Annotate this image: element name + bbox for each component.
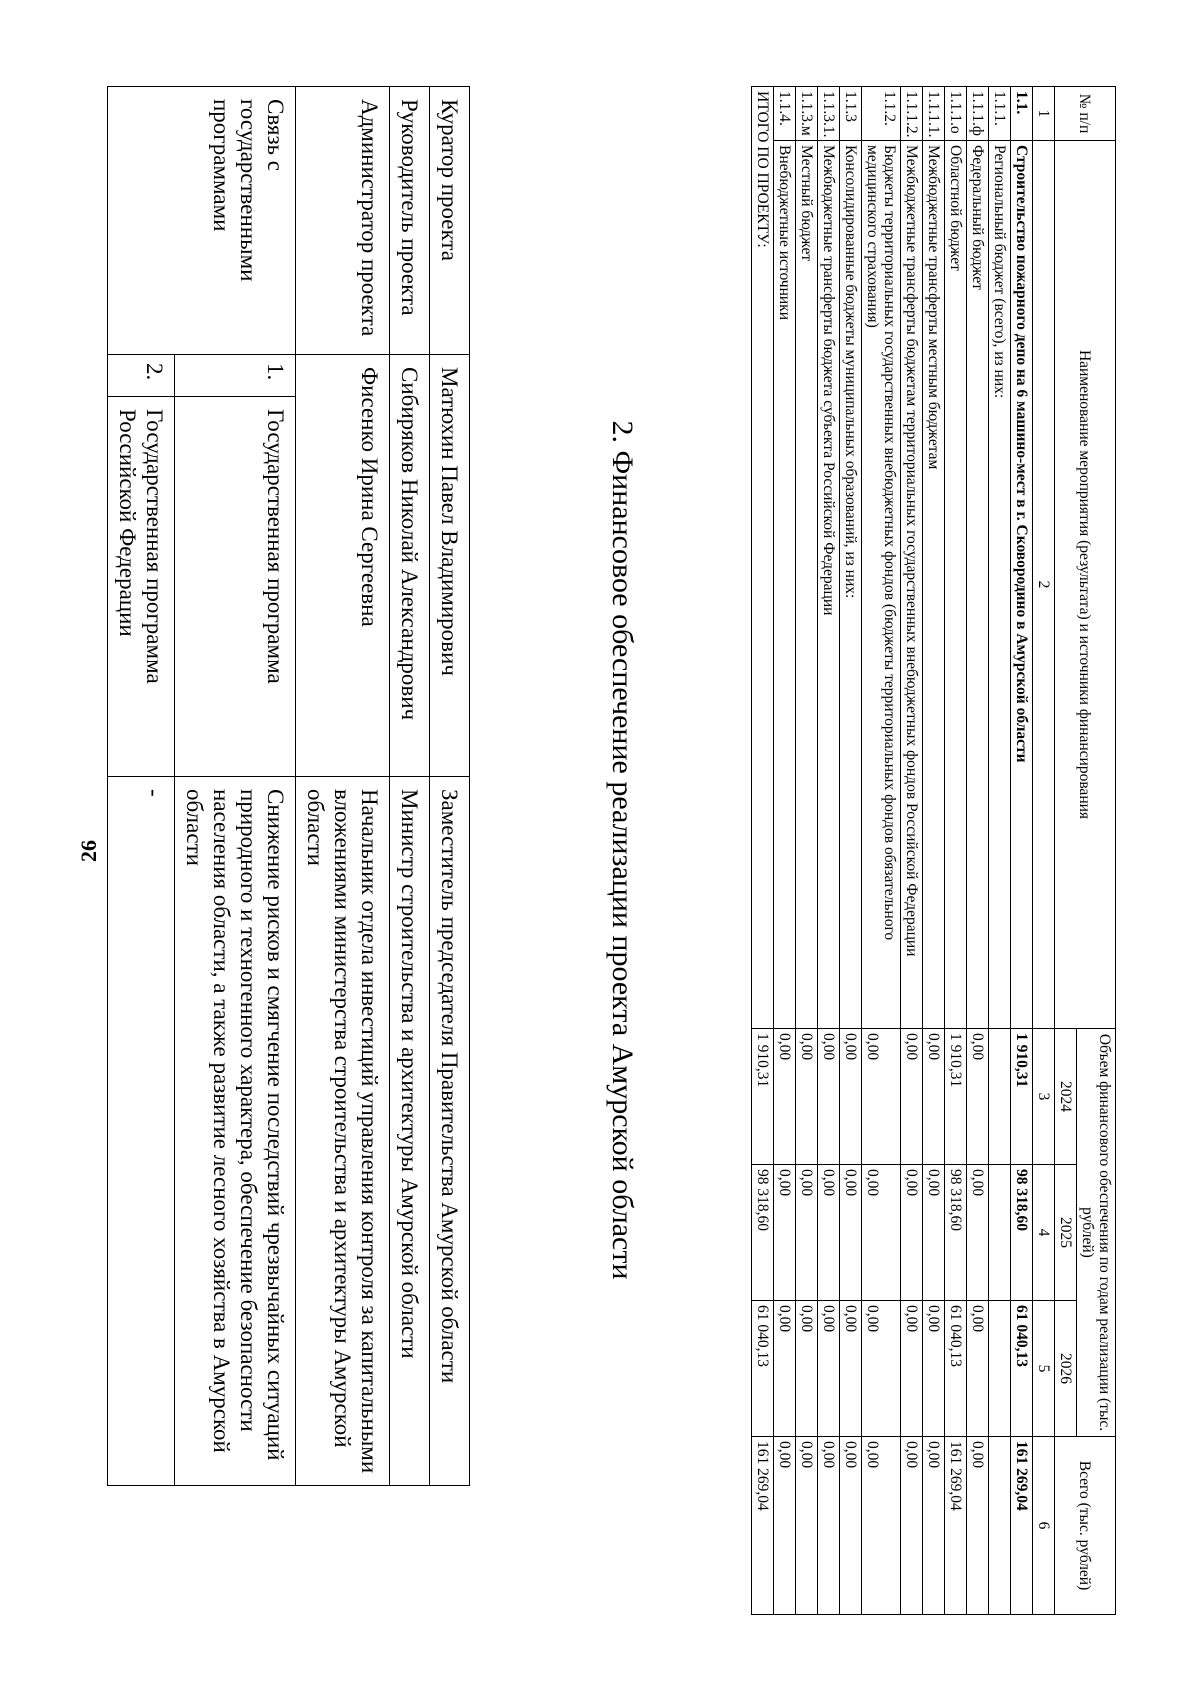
program-name: Государственная программа Российской Федерации <box>108 397 175 777</box>
role-position: Министр строительства и архитектуры Амурской области <box>390 777 430 1486</box>
amount-2025: 0,00 <box>923 1165 945 1301</box>
amount-total: 0,00 <box>923 1437 945 1615</box>
role-label: Куратор проекта <box>430 87 470 355</box>
page-number: 26 <box>76 840 101 862</box>
amount-2024: 0,00 <box>967 1029 989 1165</box>
table-row <box>945 87 967 1615</box>
amount-total: 0,00 <box>796 1437 818 1615</box>
program-number: 2. <box>108 355 175 397</box>
amount-total: 0,00 <box>774 1437 796 1615</box>
role-label: Администратор проекта <box>296 87 390 355</box>
header-num: № п/п <box>1055 87 1116 141</box>
amount-total <box>989 1437 1011 1615</box>
row-name: Федеральный бюджет <box>967 141 989 1029</box>
role-position: Заместитель председателя Правительства Амурской области <box>430 777 470 1486</box>
column-number: 2 <box>1033 141 1055 1029</box>
header-year: 2026 <box>1055 1301 1077 1437</box>
program-description: - <box>108 777 175 1486</box>
amount-2024: 1 910,31 <box>752 1029 774 1165</box>
role-label: Руководитель проекта <box>390 87 430 355</box>
amount-2026: 0,00 <box>774 1301 796 1437</box>
amount-2024: 0,00 <box>901 1029 923 1165</box>
amount-total: 161 269,04 <box>1011 1437 1033 1615</box>
amount-total: 0,00 <box>901 1437 923 1615</box>
amount-total: 161 269,04 <box>945 1437 967 1615</box>
amount-2026: 0,00 <box>840 1301 862 1437</box>
header-year: 2025 <box>1055 1165 1077 1301</box>
amount-2025: 98 318,60 <box>752 1165 774 1301</box>
row-number: 1.1.3.м <box>796 87 818 141</box>
amount-2024: 1 910,31 <box>945 1029 967 1165</box>
amount-2025 <box>989 1165 1011 1301</box>
project-roles-table <box>107 86 470 1486</box>
program-description: Снижение рисков и смягчение последствий чрезвычайных ситуаций природного и техногенного характера, обеспечение безопасности населения области, а также развитие лесного хозяйства в Амурской области <box>175 777 296 1486</box>
table-row <box>1011 87 1033 1615</box>
total-row <box>752 87 774 1615</box>
table-row <box>862 87 901 1615</box>
amount-2026 <box>989 1301 1011 1437</box>
row-number: 1.1.3 <box>840 87 862 141</box>
amount-total: 0,00 <box>818 1437 840 1615</box>
row-name: Внебюджетные источники <box>774 141 796 1029</box>
amount-2025: 0,00 <box>796 1165 818 1301</box>
amount-2026: 61 040,13 <box>945 1301 967 1437</box>
amount-2024: 0,00 <box>774 1029 796 1165</box>
amount-2025: 0,00 <box>818 1165 840 1301</box>
amount-2026: 61 040,13 <box>752 1301 774 1437</box>
row-number: 1.1.3.1. <box>818 87 840 141</box>
header-total: Всего (тыс. рублей) <box>1055 1437 1116 1615</box>
amount-2025: 0,00 <box>862 1165 901 1301</box>
amount-2026: 61 040,13 <box>1011 1301 1033 1437</box>
role-person: Фисенко Ирина Сергеевна <box>296 355 390 777</box>
amount-2026: 0,00 <box>923 1301 945 1437</box>
table-row <box>774 87 796 1615</box>
row-name: Консолидированные бюджеты муниципальных образований, из них: <box>840 141 862 1029</box>
amount-2026: 0,00 <box>967 1301 989 1437</box>
table-row <box>967 87 989 1615</box>
header-name: Наименование мероприятия (результата) и источники финансирования <box>1055 141 1116 1029</box>
amount-total: 161 269,04 <box>752 1437 774 1615</box>
table-row <box>175 87 296 1486</box>
program-number: 1. <box>175 355 296 397</box>
role-person: Матюхин Павел Владимирович <box>430 355 470 777</box>
row-name: Межбюджетные трансферты бюджетам территориальных государственных внебюджетных фондов Российской Федерации <box>901 141 923 1029</box>
row-name: Бюджеты территориальных государственных внебюджетных фондов (бюджеты территориальных фондов обязательного медицинского страхования) <box>862 141 901 1029</box>
row-name: Местный бюджет <box>796 141 818 1029</box>
row-number: 1.1. <box>1011 87 1033 141</box>
row-number: 1.1.1.2. <box>901 87 923 141</box>
amount-2025: 98 318,60 <box>1011 1165 1033 1301</box>
amount-2025: 98 318,60 <box>945 1165 967 1301</box>
amount-2025: 0,00 <box>901 1165 923 1301</box>
table-row <box>796 87 818 1615</box>
table-row <box>923 87 945 1615</box>
amount-2025: 0,00 <box>840 1165 862 1301</box>
amount-total: 0,00 <box>862 1437 901 1615</box>
row-number: 1.1.1.1. <box>923 87 945 141</box>
row-number: 1.1.4. <box>774 87 796 141</box>
column-number: 4 <box>1033 1165 1055 1301</box>
amount-2024: 1 910,31 <box>1011 1029 1033 1165</box>
column-number: 1 <box>1033 87 1055 141</box>
programs-label: Связь с государственными программами <box>108 87 296 355</box>
column-number: 3 <box>1033 1029 1055 1165</box>
header-years-group: Объем финансового обеспечения по годам реализации (тыс. рублей) <box>1077 1029 1116 1437</box>
row-name: Строительство пожарного депо на 6 машино-мест в г. Сковородино в Амурской области <box>1011 141 1033 1029</box>
row-number: 1.1.1. <box>989 87 1011 141</box>
amount-2026: 0,00 <box>796 1301 818 1437</box>
column-number: 5 <box>1033 1301 1055 1437</box>
role-position: Начальник отдела инвестиций управления контроля за капитальными вложениями министерства строительства и архитектуры Амурской области <box>296 777 390 1486</box>
role-person: Сибиряков Николай Александрович <box>390 355 430 777</box>
header-year: 2024 <box>1055 1029 1077 1165</box>
row-name: Областной бюджет <box>945 141 967 1029</box>
amount-2026: 0,00 <box>901 1301 923 1437</box>
total-label: ИТОГО ПО ПРОЕКТУ: <box>752 87 774 1029</box>
amount-2024: 0,00 <box>840 1029 862 1165</box>
column-number: 6 <box>1033 1437 1055 1615</box>
amount-2024: 0,00 <box>923 1029 945 1165</box>
finance-table-body <box>752 87 1033 1615</box>
table-row <box>818 87 840 1615</box>
amount-total: 0,00 <box>967 1437 989 1615</box>
section-title: 2. Финансовое обеспечение реализации проекта Амурской области <box>606 420 639 1280</box>
program-name: Государственная программа <box>175 397 296 777</box>
row-name: Межбюджетные трансферты местным бюджетам <box>923 141 945 1029</box>
table-row <box>296 87 390 1486</box>
amount-2024: 0,00 <box>862 1029 901 1165</box>
table-row <box>430 87 470 1486</box>
finance-table <box>751 86 1116 1615</box>
row-name: Межбюджетные трансферты бюджета субъекта Российской Федерации <box>818 141 840 1029</box>
row-name: Региональный бюджет (всего), из них: <box>989 141 1011 1029</box>
table-row <box>901 87 923 1615</box>
row-number: 1.1.2. <box>862 87 901 141</box>
table-row <box>840 87 862 1615</box>
amount-2026: 0,00 <box>818 1301 840 1437</box>
amount-2024: 0,00 <box>796 1029 818 1165</box>
row-number: 1.1.1.о <box>945 87 967 141</box>
amount-2026: 0,00 <box>862 1301 901 1437</box>
amount-2024: 0,00 <box>818 1029 840 1165</box>
table-row <box>390 87 430 1486</box>
amount-total: 0,00 <box>840 1437 862 1615</box>
table-row <box>989 87 1011 1615</box>
amount-2025: 0,00 <box>967 1165 989 1301</box>
amount-2024 <box>989 1029 1011 1165</box>
amount-2025: 0,00 <box>774 1165 796 1301</box>
row-number: 1.1.1.ф <box>967 87 989 141</box>
